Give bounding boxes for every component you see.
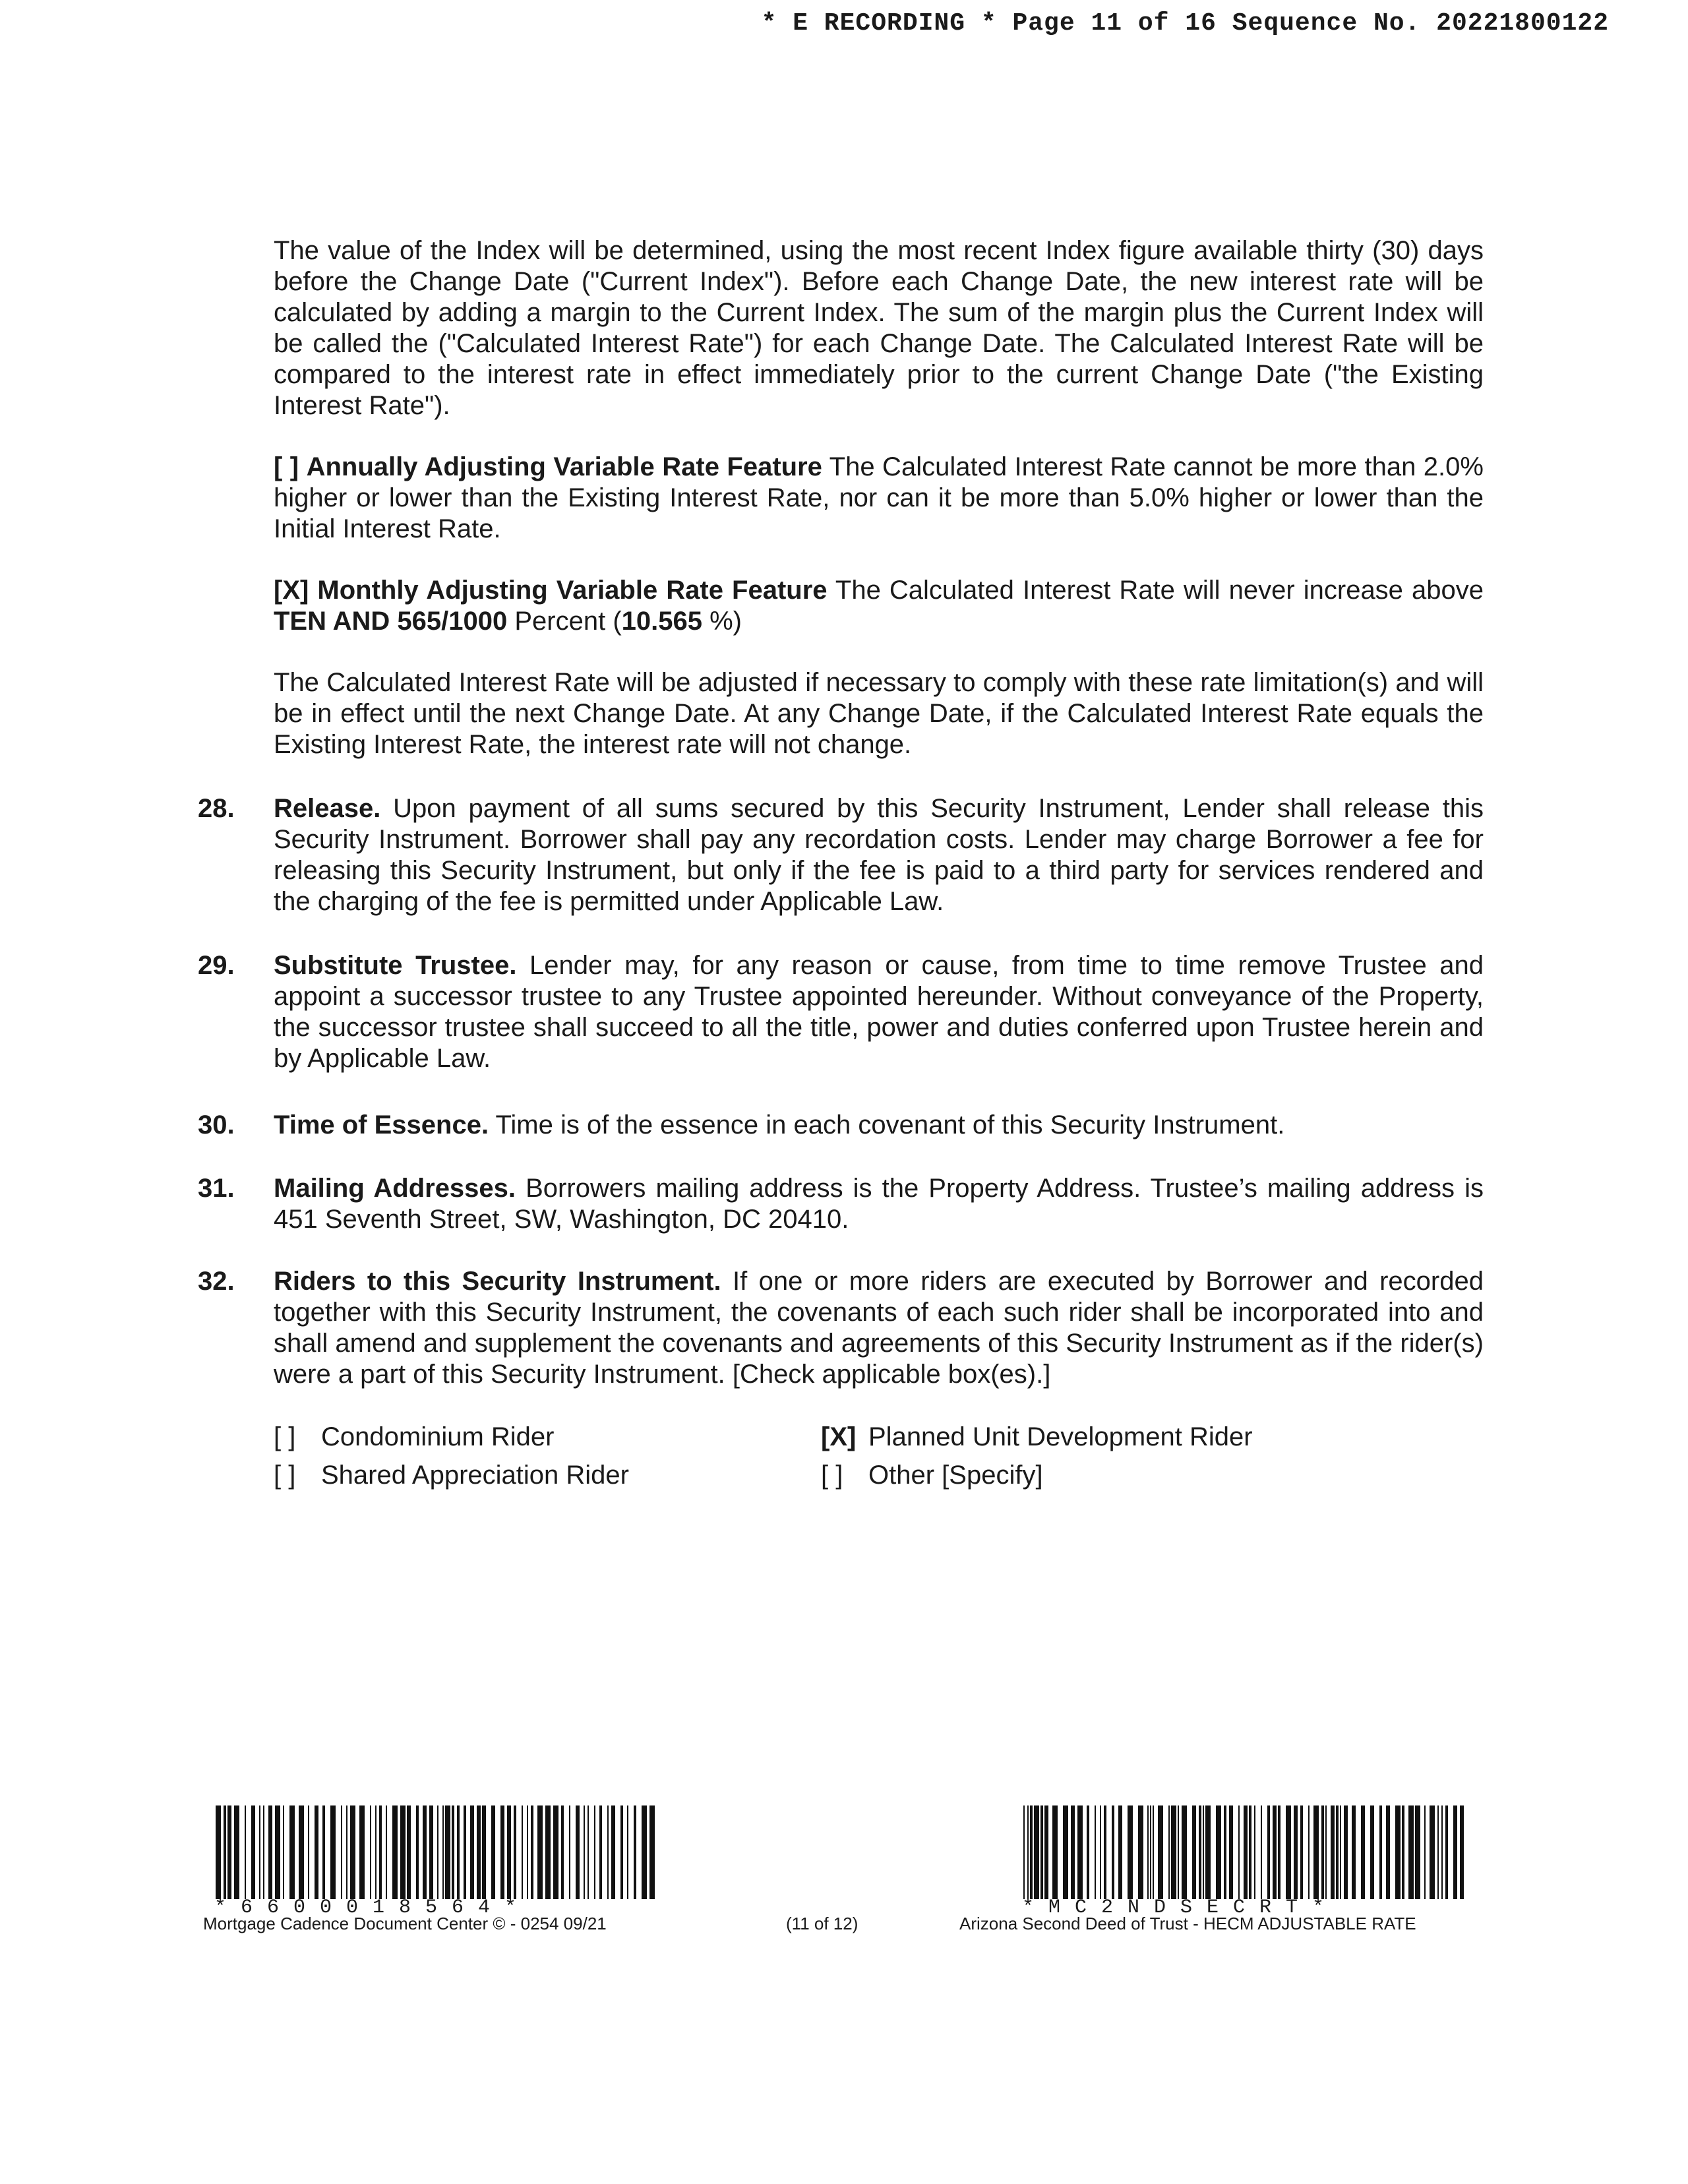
rider-checkbox: [ ]	[821, 1461, 843, 1490]
barcode-bar	[1437, 1805, 1439, 1899]
barcode-bar	[259, 1805, 260, 1899]
barcode-bar	[599, 1805, 602, 1899]
barcode-bar	[1095, 1805, 1096, 1899]
barcode-bar	[1336, 1805, 1339, 1899]
barcode-bar	[1158, 1805, 1163, 1899]
barcode-bar	[1460, 1805, 1464, 1899]
section-31	[198, 1173, 1484, 1235]
barcode-bar	[1040, 1805, 1043, 1899]
barcode-bar	[1415, 1805, 1420, 1899]
section-29	[198, 950, 1484, 1074]
barcode-bar	[275, 1805, 280, 1899]
section-text: If one or more riders are executed by Borrower and recorded together with this Security Instrument, the covenants of each such rider shall be incorporated into and shall amend and supplement the covenants and agreements of this Security Instrument as if the rider(s) were a part of this Security Instrument. [Check applicable box(es).]	[274, 1267, 1484, 1389]
barcode-bar	[245, 1805, 246, 1899]
barcode-bar	[470, 1805, 474, 1899]
barcode-bar	[569, 1805, 570, 1899]
barcode-bar	[1023, 1805, 1025, 1899]
annual-feature-checkbox: [ ]	[274, 452, 299, 481]
barcode-bar	[379, 1805, 382, 1899]
barcode-bar	[437, 1805, 438, 1899]
barcode-bar	[1286, 1805, 1291, 1899]
barcode-bar	[216, 1805, 221, 1899]
left-barcode-block	[214, 1805, 663, 1919]
barcode-bar	[588, 1805, 589, 1899]
barcode-bar	[1128, 1805, 1133, 1899]
barcode-bar	[1192, 1805, 1196, 1899]
barcode-bar	[553, 1805, 558, 1899]
barcode-bar	[1112, 1805, 1114, 1899]
recording-header: * E RECORDING * Page 11 of 16 Sequence No. 20221800122	[761, 9, 1609, 38]
barcode-bar	[416, 1805, 419, 1899]
barcode-bar	[445, 1805, 450, 1899]
barcode-bar	[386, 1805, 387, 1899]
barcode-bar	[1077, 1805, 1083, 1899]
barcode-bar	[457, 1805, 460, 1899]
barcode-bar	[1273, 1805, 1277, 1899]
barcode-bar	[1361, 1805, 1365, 1899]
section-title: Time of Essence.	[274, 1110, 489, 1139]
barcode-bar	[1229, 1805, 1233, 1899]
barcode-bar	[1352, 1805, 1356, 1899]
rider-checkbox: [X]	[821, 1422, 857, 1451]
barcode-bar	[350, 1805, 355, 1899]
barcode-bar	[594, 1805, 595, 1899]
monthly-feature-checkbox: [X]	[274, 576, 309, 605]
barcode-bar	[268, 1805, 272, 1899]
barcode-bar	[1402, 1805, 1404, 1899]
section-number: 28.	[198, 794, 235, 823]
section-text: Upon payment of all sums secured by this Security Instrument, Lender shall release this Security Instrument. Borrower shall pay any recordation costs. Lender may charge Borrower a fee for releasing this Security Instrument, but only if the fee is paid to a third party for services rendered and the charging of the fee is permitted under Applicable Law.	[274, 794, 1484, 916]
barcode-bar	[1321, 1805, 1324, 1899]
barcode-bar	[1238, 1805, 1240, 1899]
barcode-bar	[251, 1805, 255, 1899]
barcode-bar	[1344, 1805, 1348, 1899]
barcode-bar	[634, 1805, 636, 1899]
barcode-bar	[576, 1805, 580, 1899]
rider-label: Shared Appreciation Rider	[321, 1461, 629, 1490]
barcode-bar	[1182, 1805, 1187, 1899]
rate-limitation-paragraph: The Calculated Interest Rate will be adjusted if necessary to comply with these rate limitation(s) and will be in effect until the next Change Date. At any Change Date, if the Calculated Interest Rate equals the Existing Interest Rate, the interest rate will not change.	[274, 668, 1484, 759]
barcode-bar	[1453, 1805, 1457, 1899]
barcode-bar	[491, 1805, 495, 1899]
document-barcode	[214, 1805, 663, 1899]
barcode-bar	[500, 1805, 504, 1899]
section-text: Time is of the essence in each covenant of this Security Instrument.	[489, 1110, 1285, 1139]
right-footer-caption: Arizona Second Deed of Trust - HECM ADJUSTABLE RATE	[959, 1914, 1416, 1933]
section-30	[198, 1110, 1484, 1141]
barcode-bar	[1203, 1805, 1204, 1899]
rider-shared-appreciation	[274, 1456, 629, 1494]
barcode-bar	[1171, 1805, 1176, 1899]
barcode-bar	[315, 1805, 318, 1899]
barcode-bar	[1441, 1805, 1443, 1899]
barcode-bar	[1044, 1805, 1048, 1899]
barcode-bar	[1138, 1805, 1143, 1899]
barcode-bar	[1370, 1805, 1374, 1899]
left-barcode-text: *6600018564*	[214, 1896, 531, 1919]
barcode-bar	[537, 1805, 543, 1899]
barcode-bar	[289, 1805, 295, 1899]
section-title: Release.	[274, 794, 381, 823]
barcode-bar	[1445, 1805, 1448, 1899]
barcode-bar	[1071, 1805, 1075, 1899]
barcode-bar	[1300, 1805, 1303, 1899]
barcode-bar	[642, 1805, 647, 1899]
barcode-bar	[1216, 1805, 1221, 1899]
section-28	[198, 793, 1484, 917]
rider-condominium	[274, 1418, 554, 1456]
section-number: 30.	[198, 1110, 235, 1139]
barcode-bar	[1205, 1805, 1211, 1899]
rate-cap-value: 10.565	[621, 607, 702, 636]
barcode-bar	[423, 1805, 427, 1899]
barcode-bar	[1325, 1805, 1327, 1899]
barcode-bar	[1395, 1805, 1401, 1899]
barcode-bar	[429, 1805, 433, 1899]
rider-checkbox: [ ]	[274, 1461, 296, 1490]
barcode-bar	[392, 1805, 398, 1899]
monthly-feature-text: The Calculated Interest Rate will never increase above	[827, 576, 1484, 605]
barcode-bar	[1331, 1805, 1335, 1899]
barcode-bar	[1150, 1805, 1151, 1899]
barcode-bar	[299, 1805, 304, 1899]
right-barcode-text: *MC2NDSECRT*	[1022, 1896, 1339, 1919]
section-title: Mailing Addresses.	[274, 1174, 516, 1203]
barcode-bar	[1244, 1805, 1248, 1899]
right-barcode-block	[1022, 1805, 1470, 1919]
barcode-bar	[620, 1805, 623, 1899]
barcode-bar	[400, 1805, 406, 1899]
barcode-bar	[649, 1805, 655, 1899]
barcode-bar	[359, 1805, 365, 1899]
barcode-bar	[1308, 1805, 1310, 1899]
barcode-bar	[1052, 1805, 1058, 1899]
page-count: (11 of 12)	[786, 1914, 859, 1933]
barcode-bar	[607, 1805, 609, 1899]
annual-feature-title: Annually Adjusting Variable Rate Feature	[306, 452, 822, 481]
barcode-bar	[1153, 1805, 1154, 1899]
barcode-bar	[1261, 1805, 1262, 1899]
barcode-bar	[1178, 1805, 1179, 1899]
barcode-bar	[1034, 1805, 1039, 1899]
barcode-bar	[1313, 1805, 1319, 1899]
monthly-feature-paragraph	[274, 575, 1484, 637]
barcode-bar	[1224, 1805, 1226, 1899]
barcode-bar	[1199, 1805, 1201, 1899]
rider-other	[821, 1456, 1043, 1494]
barcode-bar	[1027, 1805, 1029, 1899]
barcode-bar	[1340, 1805, 1341, 1899]
barcode-bar	[283, 1805, 284, 1899]
barcode-bar	[234, 1805, 239, 1899]
rider-label: Condominium Rider	[321, 1422, 555, 1451]
barcode-bar	[1104, 1805, 1106, 1899]
percent-close: %)	[702, 607, 742, 636]
barcode-bar	[1424, 1805, 1426, 1899]
section-number: 31.	[198, 1174, 235, 1203]
barcode-bar	[1168, 1805, 1170, 1899]
barcode-bar	[611, 1805, 615, 1899]
barcode-bar	[1030, 1805, 1033, 1899]
barcode-bar	[1267, 1805, 1270, 1899]
section-32	[198, 1266, 1484, 1390]
barcode-bar	[322, 1805, 325, 1899]
rider-pud	[821, 1418, 1253, 1456]
barcode-bar	[1408, 1805, 1414, 1899]
barcode-bar	[1100, 1805, 1101, 1899]
barcode-bar	[1118, 1805, 1122, 1899]
barcode-bar	[527, 1805, 528, 1899]
section-number: 29.	[198, 951, 235, 980]
barcode-bar	[464, 1805, 466, 1899]
section-number: 32.	[198, 1267, 235, 1296]
section-title: Riders to this Security Instrument.	[274, 1267, 721, 1296]
left-footer-caption: Mortgage Cadence Document Center © - 0254 09/21	[203, 1914, 607, 1933]
barcode-bar	[482, 1805, 486, 1899]
barcode-bar	[330, 1805, 336, 1899]
monthly-feature-title: Monthly Adjusting Variable Rate Feature	[317, 576, 828, 605]
barcode-bar	[227, 1805, 231, 1899]
barcode-bar	[224, 1805, 226, 1899]
barcode-bar	[545, 1805, 551, 1899]
barcode-bar	[1278, 1805, 1281, 1899]
rider-label: Other [Specify]	[868, 1461, 1043, 1490]
barcode-bar	[627, 1805, 628, 1899]
annual-feature-text: The Calculated Interest Rate cannot be more than 2.0% higher or lower than the Existing Interest Rate, nor can it be more than 5.0% higher or lower than the Initial Interest Rate.	[274, 452, 1484, 543]
rate-section	[274, 235, 1484, 791]
barcode-bar	[263, 1805, 264, 1899]
section-text: Lender may, for any reason or cause, from time to time remove Trustee and appoint a successor trustee to any Trustee appointed hereunder. Without conveyance of the Property, the successor trustee shall succeed to all the title, power and duties conferred upon Trustee herein and by Applicable Law.	[274, 951, 1484, 1073]
annual-feature-paragraph	[274, 452, 1484, 545]
barcode-bar	[477, 1805, 481, 1899]
barcode-bar	[341, 1805, 342, 1899]
rate-cap-words: TEN AND 565/1000	[274, 607, 508, 636]
barcode-bar	[1430, 1805, 1435, 1899]
barcode-bar	[452, 1805, 454, 1899]
rider-label: Planned Unit Development Rider	[868, 1422, 1253, 1451]
form-barcode	[1022, 1805, 1470, 1899]
barcode-bar	[507, 1805, 511, 1899]
barcode-bar	[442, 1805, 444, 1899]
barcode-bar	[407, 1805, 411, 1899]
barcode-bar	[1063, 1805, 1068, 1899]
barcode-bar	[1294, 1805, 1298, 1899]
percent-label: Percent (	[507, 607, 622, 636]
barcode-bar	[561, 1805, 564, 1899]
barcode-bar	[1386, 1805, 1390, 1899]
barcode-bar	[584, 1805, 585, 1899]
barcode-bar	[1147, 1805, 1149, 1899]
barcode-bar	[1087, 1805, 1089, 1899]
index-paragraph: The value of the Index will be determined, using the most recent Index figure available thirty (30) days before the Change Date ("Current Index"). Before each Change Date, the new interest rate will be calculated by adding a margin to the Current Index. The sum of the margin plus the Current Index will be called the ("Calculated Interest Rate") for each Change Date. The Calculated Interest Rate will be compared to the interest rate in effect immediately prior to the current Change Date ("the Existing Interest Rate").	[274, 236, 1484, 420]
barcode-bar	[346, 1805, 347, 1899]
barcode-bar	[308, 1805, 309, 1899]
section-text: Borrowers mailing address is the Property Address. Trustee’s mailing address is 451 Seventh Street, SW, Washington, DC 20410.	[274, 1174, 1484, 1234]
barcode-bar	[522, 1805, 523, 1899]
barcode-bar	[1249, 1805, 1251, 1899]
section-title: Substitute Trustee.	[274, 951, 517, 980]
barcode-bar	[1254, 1805, 1255, 1899]
barcode-bar	[514, 1805, 516, 1899]
barcode-bar	[531, 1805, 533, 1899]
barcode-bar	[1379, 1805, 1382, 1899]
barcode-bar	[375, 1805, 377, 1899]
rider-checkbox: [ ]	[274, 1422, 296, 1451]
barcode-bar	[370, 1805, 371, 1899]
